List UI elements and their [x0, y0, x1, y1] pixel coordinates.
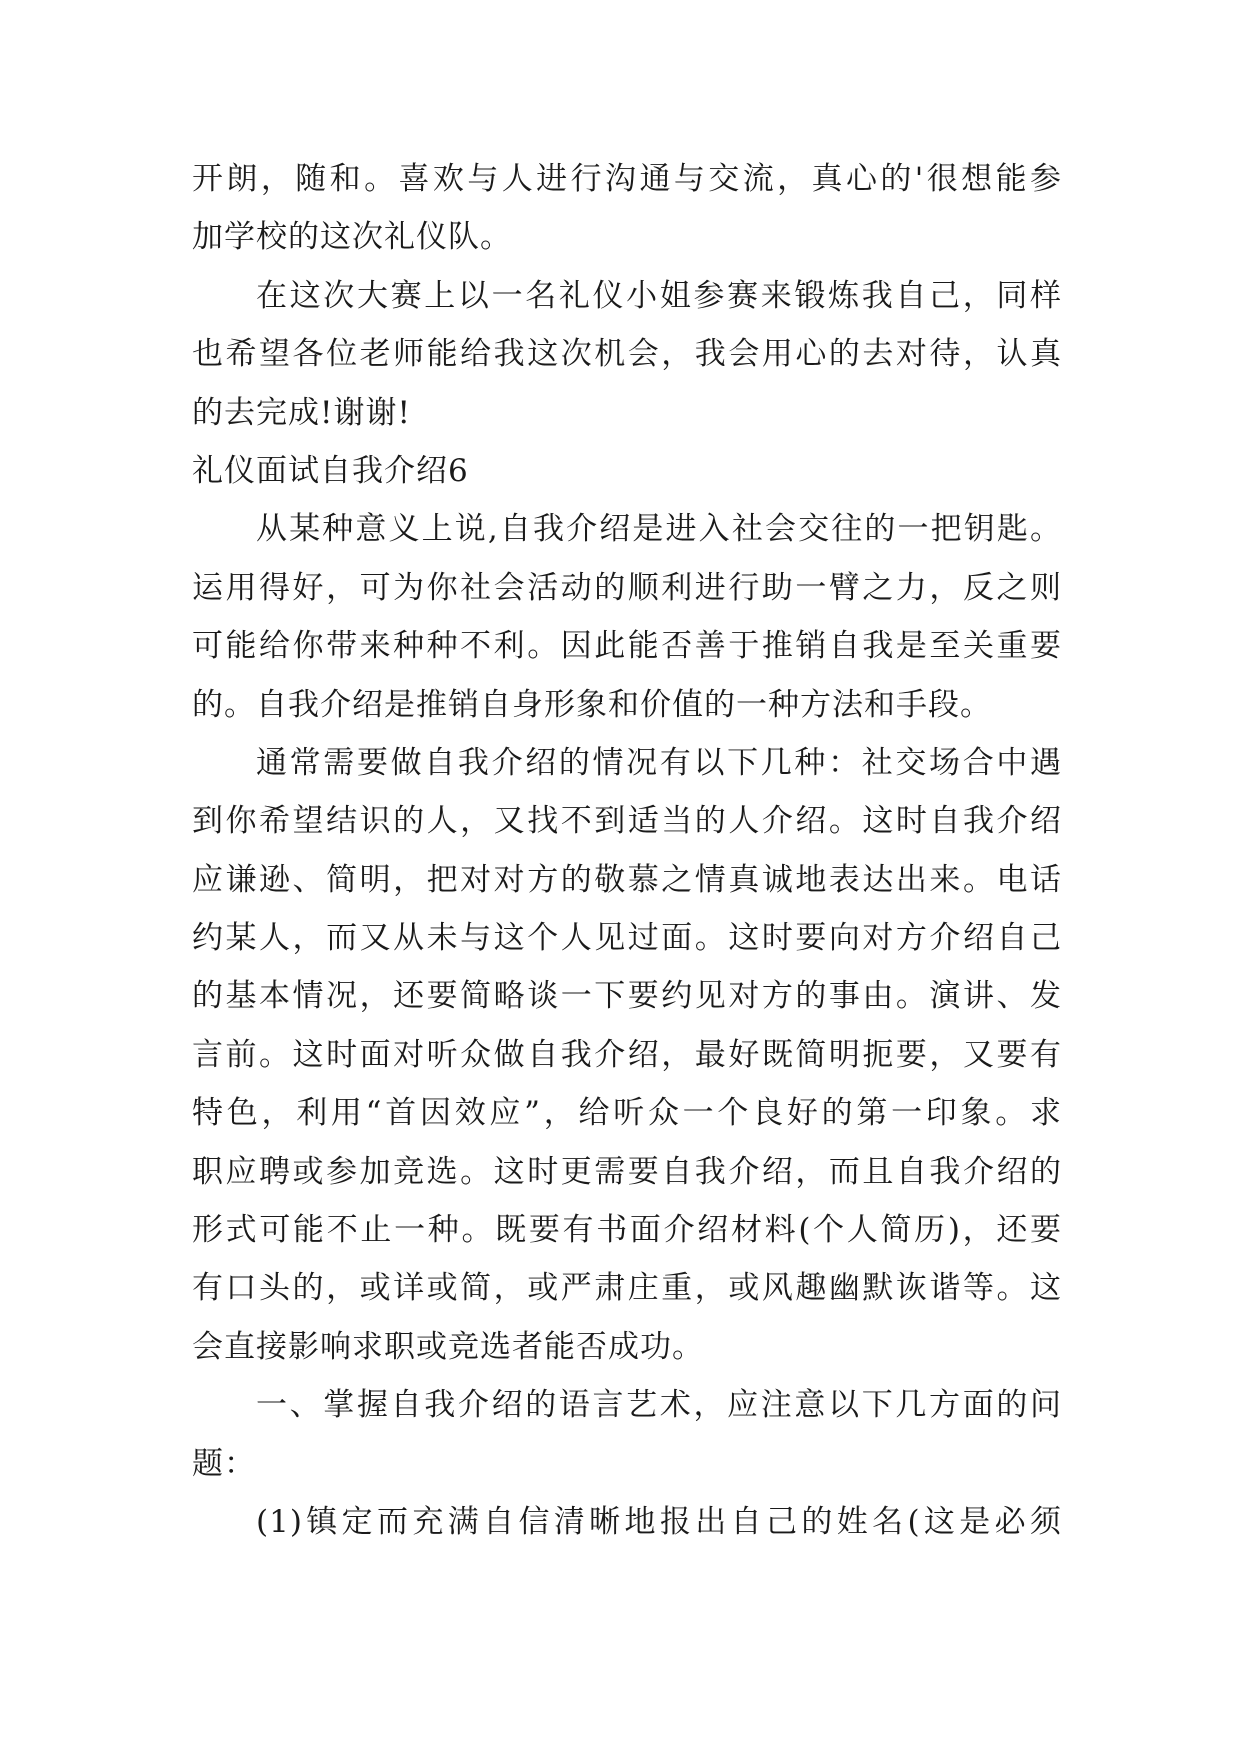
document-body — [192, 150, 1062, 1551]
paragraph-line: 言前。这时面对听众做自我介绍，最好既简明扼要，又要有 — [192, 1036, 1062, 1073]
paragraph-line: 一、掌握自我介绍的语言艺术，应注意以下几方面的问 — [256, 1387, 1062, 1424]
paragraph-line: 开朗，随和。喜欢与人进行沟通与交流，真心的'很想能参 — [192, 161, 1062, 197]
paragraph-line: 有口头的，或详或简，或严肃庄重，或风趣幽默诙谐等。这 — [192, 1270, 1062, 1307]
paragraph-line: 形式可能不止一种。既要有书面介绍材料(个人简历)，还要 — [192, 1212, 1062, 1249]
paragraph-line: 职应聘或参加竞选。这时更需要自我介绍，而且自我介绍的 — [192, 1153, 1062, 1190]
paragraph-line: 可能给你带来种种不利。因此能否善于推销自我是至关重要 — [192, 628, 1062, 665]
paragraph-line: 题： — [192, 1445, 256, 1482]
paragraph-line: 加学校的这次礼仪队。 — [192, 219, 512, 256]
paragraph-line: 的。自我介绍是推销自身形象和价值的一种方法和手段。 — [192, 686, 992, 723]
paragraph-line: 通常需要做自我介绍的情况有以下几种：社交场合中遇 — [256, 744, 1062, 781]
paragraph-line: 会直接影响求职或竞选者能否成功。 — [192, 1328, 704, 1365]
paragraph-line: 约某人，而又从未与这个人见过面。这时要向对方介绍自己 — [192, 920, 1062, 957]
paragraph-line: 在这次大赛上以一名礼仪小姐参赛来锻炼我自己，同样 — [256, 277, 1062, 314]
paragraph-line: 应谦逊、简明，把对对方的敬慕之情真诚地表达出来。电话 — [192, 861, 1062, 898]
paragraph-line: 的基本情况，还要简略谈一下要约见对方的事由。演讲、发 — [192, 978, 1062, 1015]
section-heading: 礼仪面试自我介绍6 — [192, 452, 469, 489]
paragraph-line: 特色，利用“首因效应”，给听众一个良好的第一印象。求 — [192, 1095, 1062, 1132]
paragraph-line: 的去完成!谢谢! — [192, 394, 411, 431]
paragraph-line: 运用得好，可为你社会活动的顺利进行助一臂之力，反之则 — [192, 569, 1062, 606]
paragraph-line: 到你希望结识的人，又找不到适当的人介绍。这时自我介绍 — [192, 803, 1062, 840]
paragraph-line: 也希望各位老师能给我这次机会，我会用心的去对待，认真 — [192, 336, 1062, 373]
paragraph-line: 从某种意义上说,自我介绍是进入社会交往的一把钥匙。 — [256, 511, 1062, 548]
list-item-line: (1)镇定而充满自信清晰地报出自己的姓名(这是必须 — [256, 1503, 1062, 1540]
